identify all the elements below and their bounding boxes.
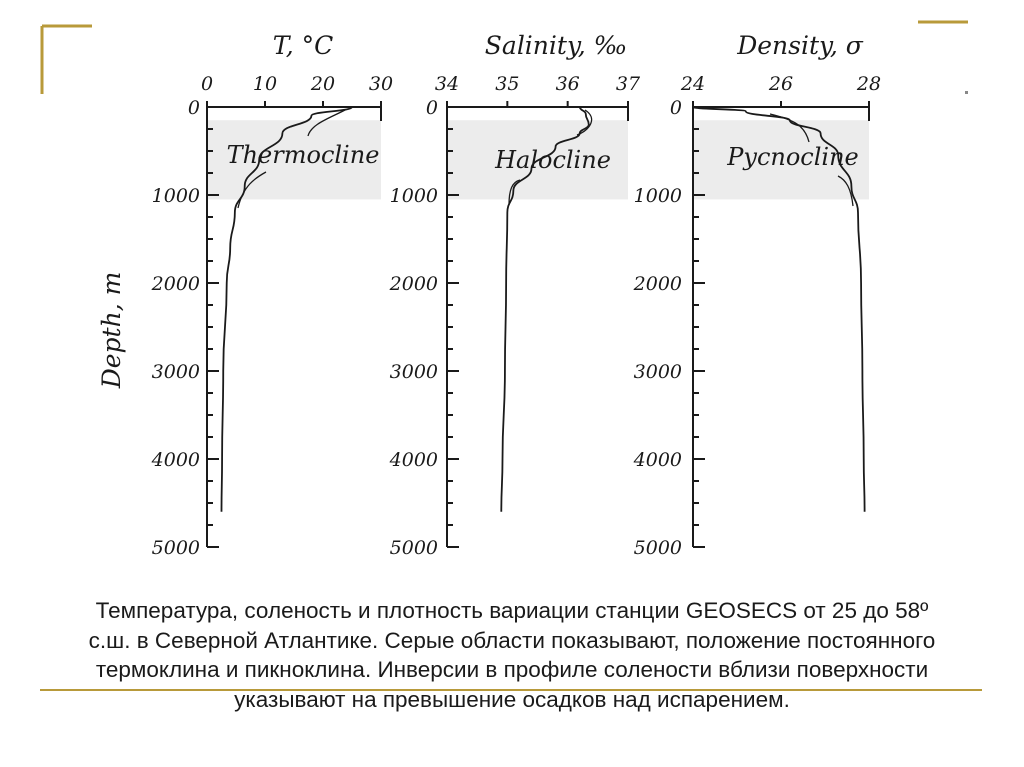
band-annotation: Pycnocline — [727, 143, 859, 171]
x-tick-label: 36 — [555, 73, 580, 95]
x-tick-label: 0 — [200, 73, 214, 95]
y-tick-label: 4000 — [151, 449, 200, 471]
x-tick-label: 24 — [680, 73, 706, 95]
y-tick-label: 4000 — [633, 449, 682, 471]
y-tick-label: 0 — [187, 97, 200, 119]
x-tick-label: 10 — [252, 73, 278, 95]
y-tick-label: 5000 — [151, 537, 200, 559]
y-tick-label: 3000 — [389, 361, 438, 383]
caption-line-1: Температура, соленость и плотность вариации станции GEOSECS от 25 до 58º — [95, 598, 929, 623]
x-tick-label: 35 — [495, 73, 520, 95]
band-annotation: Halocline — [495, 146, 611, 174]
y-tick-label: 4000 — [389, 449, 438, 471]
y-axis-label: Depth, m — [97, 271, 126, 389]
x-tick-label: 26 — [768, 73, 794, 95]
y-tick-label: 1000 — [151, 185, 200, 207]
y-tick-label: 5000 — [633, 537, 682, 559]
y-tick-label: 3000 — [633, 361, 682, 383]
caption-line-2: с.ш. в Северной Атлантике. Серые области показывают, положение постоянного — [88, 627, 936, 653]
panel-2 — [389, 31, 641, 559]
band-annotation: Thermocline — [226, 141, 380, 169]
caption-line-4: указывают на превышение осадков над испарением. — [234, 686, 790, 712]
x-tick-label: 34 — [434, 73, 460, 95]
x-tick-label: 20 — [310, 73, 336, 95]
figure-caption — [20, 596, 1004, 714]
y-tick-label: 2000 — [633, 273, 682, 295]
y-tick-label: 3000 — [151, 361, 200, 383]
y-tick-label: 2000 — [389, 273, 438, 295]
y-tick-label: 5000 — [389, 537, 438, 559]
y-tick-label: 1000 — [389, 185, 438, 207]
panel-title: Salinity, ‰ — [484, 31, 628, 60]
y-tick-label: 2000 — [151, 273, 200, 295]
caption-line-3: термоклина и пикноклина. Инверсии в профиле солености вблизи поверхности — [95, 657, 929, 682]
panel-1 — [151, 31, 393, 559]
x-tick-label: 30 — [368, 73, 394, 95]
y-tick-label: 0 — [669, 97, 682, 119]
frame-dot — [965, 91, 968, 94]
x-tick-label: 28 — [856, 73, 882, 95]
panel-title: Density, σ — [737, 31, 863, 60]
x-tick-label: 37 — [615, 73, 641, 95]
y-tick-label: 0 — [425, 97, 438, 119]
panel-3 — [633, 31, 881, 559]
panel-title: T, °C — [272, 31, 334, 60]
y-tick-label: 1000 — [633, 185, 682, 207]
